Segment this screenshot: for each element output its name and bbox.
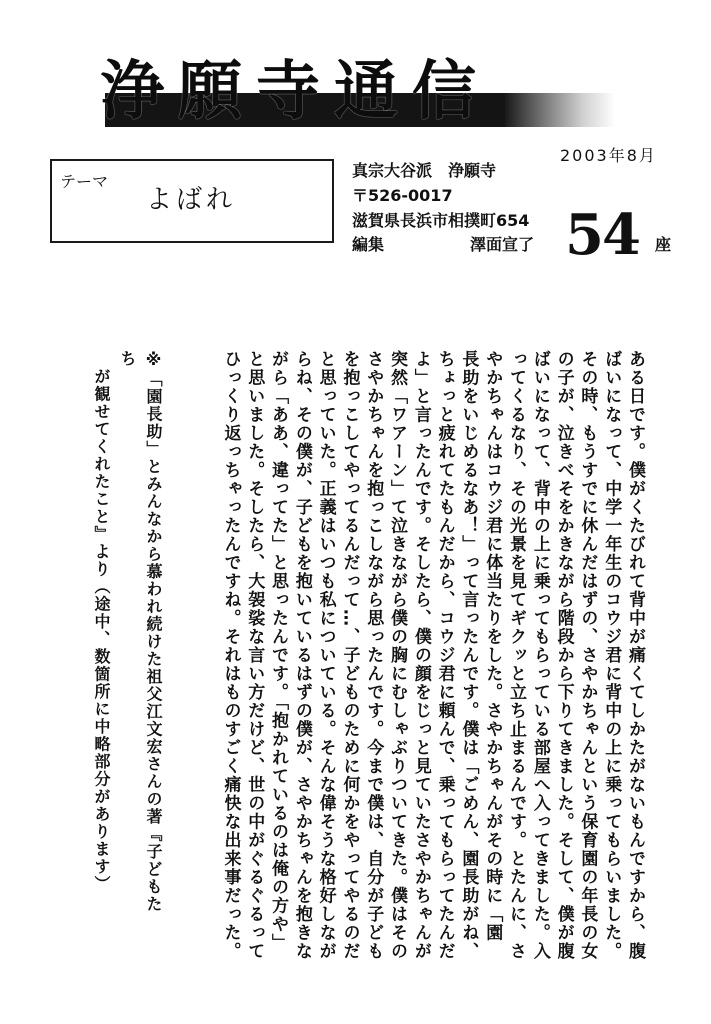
article-line: ちょっと疲れてたもんだから、コウジ君に頼んで、乗ってもらってたんだ	[434, 350, 455, 961]
article-line: ばいになって、中学一年生のコウジ君に背中の上に乗ってもらいました。	[601, 350, 622, 961]
article-line: がら「ああ、違ってた」と思ったんです。「抱かれているのは俺の方や」	[268, 350, 289, 952]
issue-number-unit: 座	[655, 235, 672, 254]
newsletter-title: 浄願寺通信	[100, 54, 490, 129]
article-line: を抱っこしてやってるんだって…、子どものために何かをやってやるのだ	[339, 350, 360, 961]
temple-name: 真宗大谷派 浄願寺	[352, 161, 497, 180]
source-note-line: が観せてくれたこと』より（途中、数箇所に中略部分があります）	[92, 368, 111, 893]
editor-name: 澤面宣了	[470, 235, 535, 254]
article-line: さやかちゃんを抱っこしながら思ったんです。今まで僕は、自分が子ども	[363, 350, 384, 961]
article-line: ひっくり返っちゃったんですね。それはものすごく痛快な出来事だった。	[220, 350, 241, 961]
article-line: 突然「ワアーン」て泣きながら僕の胸にむしゃぶりついてきた。僕はその	[387, 350, 408, 961]
theme-value: よばれ	[146, 185, 237, 215]
editor-label: 編集	[352, 235, 385, 254]
postal-code: 〒526-0017	[352, 186, 453, 205]
source-note-line: ※「園長助」とみんなから慕われ続けた祖父江文宏さんの著『子どもたち	[118, 350, 163, 913]
article-line: ばいになって、背中の上に乗ってもらっている部屋へ入ってきました。入	[529, 350, 550, 961]
article-line: 長助をいじめるなあ！」って言ったんです。僕は「ごめん、園長助がね、	[458, 350, 479, 961]
article-line: その時、もうすでに休んだはずの、さやかちゃんという保育園の年長の女	[577, 350, 598, 961]
article-line: の子が、泣きべそをかきながら階段から下りてきました。そして、僕が腹	[553, 350, 574, 961]
article-line: と思っていた。正義はいつも私についている。そんな偉そうな格好しなが	[315, 350, 336, 961]
article-line: らね、その僕が、子どもを抱いているはずの僕が、さやかちゃんを抱きな	[291, 350, 312, 961]
address: 滋賀県長浜市相撲町654	[352, 211, 530, 230]
article-line: よ」と言ったんです。そしたら、僕の顔をじっと見ていたさやかちゃんが	[410, 350, 431, 961]
issue-date: 2003年8月	[560, 146, 657, 165]
theme-box	[50, 159, 334, 243]
issue-number: 54	[565, 202, 639, 268]
article-line: ある日です。僕がくたびれて背中が痛くてしかたがないもんですから、腹	[625, 350, 645, 961]
article-body	[178, 350, 646, 970]
article-line: ってくるなり、その光景を見てギクッと立ち止まるんです。とたんに、さ	[506, 350, 527, 961]
source-note	[92, 350, 166, 930]
article-line: と思いました。そしたら、大袈裟な言い方だけど、世の中がぐるぐるって	[244, 350, 265, 961]
theme-label: テーマ	[60, 172, 109, 191]
article-line: やかちゃんはコウジ君に体当たりをした。さやかちゃんがその時に「園	[482, 350, 503, 942]
